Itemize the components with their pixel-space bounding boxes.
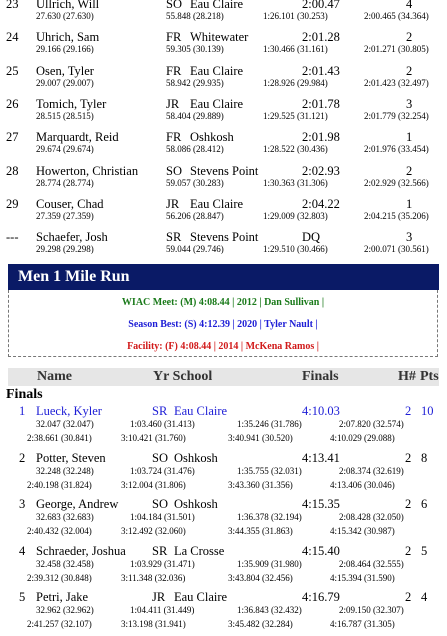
points: 1	[406, 196, 413, 211]
split-time: 58.086 (28.412)	[166, 144, 224, 155]
split-time: 2:40.198 (31.824)	[27, 479, 92, 490]
athlete-name: Howerton, Christian	[36, 163, 139, 178]
athlete-school: Eau Claire	[174, 590, 228, 604]
finals-time: 2:00.47	[302, 0, 340, 11]
split-time: 58.942 (29.935)	[166, 77, 224, 88]
heat-number: 2	[405, 497, 412, 511]
split-time: 1:26.101 (30.253)	[263, 11, 328, 21]
split-time: 2:08.428 (32.050)	[339, 512, 404, 522]
split-time: 27.630 (27.630)	[36, 11, 94, 21]
split-time: 1:29.525 (31.121)	[263, 110, 328, 121]
split-time: 1:36.378 (32.194)	[237, 512, 302, 522]
finals-time: 4:15.40	[302, 543, 340, 558]
column-header-row	[8, 368, 439, 386]
athlete-school: Stevens Point	[190, 230, 259, 245]
split-time: 3:45.482 (32.284)	[228, 619, 293, 629]
heat-number: 2	[405, 404, 412, 418]
split-time: 3:43.360 (31.356)	[228, 479, 293, 490]
athlete-name: Osen, Tyler	[36, 63, 94, 78]
split-time: 56.206 (28.847)	[166, 210, 224, 221]
points: 1	[406, 130, 413, 145]
place-number: 27	[6, 130, 19, 145]
split-time: 2:01.976 (33.454)	[364, 144, 429, 155]
wiac-record: WIAC Meet: (M) 4:08.44 | 2012 | Dan Sullivan |	[121, 297, 325, 308]
split-time: 1:35.755 (32.031)	[237, 465, 302, 476]
split-time: 4:10.029 (29.088)	[330, 433, 395, 443]
athlete-year: SO	[166, 163, 182, 178]
points: 6	[421, 497, 428, 511]
event-title: Men 1 Mile Run	[18, 268, 130, 285]
finals-time: 2:01.28	[302, 30, 340, 45]
finals-time: 4:10.03	[302, 404, 340, 418]
split-time: 55.848 (28.218)	[166, 11, 224, 21]
split-time: 4:15.394 (31.590)	[330, 572, 395, 583]
place-number: 29	[6, 196, 19, 211]
place-number: 23	[6, 0, 19, 11]
place-number: 5	[19, 590, 26, 604]
finals-time: 4:15.35	[302, 497, 340, 511]
split-time: 1:29.009 (32.803)	[263, 210, 328, 221]
athlete-year: JR	[166, 196, 180, 211]
points: 3	[406, 96, 413, 111]
points: 2	[406, 163, 413, 178]
heat-number: 2	[405, 450, 412, 465]
col-finals: Finals	[302, 369, 339, 384]
split-time: 1:30.466 (31.161)	[263, 44, 328, 55]
athlete-name: Ullrich, Will	[36, 0, 100, 11]
athlete-school: Eau Claire	[190, 196, 244, 211]
heat-number: 2	[405, 543, 412, 558]
split-time: 2:00.071 (30.561)	[364, 244, 429, 255]
athlete-name: Lueck, Kyler	[36, 404, 102, 418]
athlete-name: Schaefer, Josh	[36, 230, 108, 245]
split-time: 3:44.355 (31.863)	[228, 526, 293, 536]
split-time: 59.044 (29.746)	[166, 244, 224, 255]
athlete-school: Oshkosh	[190, 130, 234, 145]
split-time: 2:08.464 (32.555)	[339, 558, 404, 569]
points: 2	[406, 30, 413, 45]
split-time: 32.962 (32.962)	[36, 605, 94, 615]
finals-time: 2:01.43	[302, 63, 340, 78]
col-yr-school: Yr School	[153, 369, 213, 384]
athlete-name: Uhrich, Sam	[36, 30, 100, 45]
finals-time: 2:01.98	[302, 130, 340, 145]
split-time: 1:04.184 (31.501)	[130, 512, 195, 522]
points: 3	[406, 230, 413, 245]
athlete-school: Stevens Point	[190, 163, 259, 178]
split-time: 32.683 (32.683)	[36, 512, 94, 522]
heat-number: 2	[405, 590, 412, 604]
place-number: ---	[6, 230, 19, 245]
split-time: 1:04.411 (31.449)	[130, 605, 195, 615]
athlete-name: Tomich, Tyler	[36, 96, 107, 111]
athlete-name: Couser, Chad	[36, 196, 104, 211]
finals-time: 4:13.41	[302, 450, 340, 465]
col-name: Name	[37, 369, 72, 384]
athlete-name: George, Andrew	[36, 497, 119, 511]
split-time: 2:00.465 (34.364)	[364, 11, 429, 21]
place-number: 24	[6, 30, 19, 45]
split-time: 3:13.198 (31.941)	[121, 619, 186, 629]
split-time: 32.248 (32.248)	[36, 465, 94, 476]
points: 5	[421, 543, 428, 558]
place-number: 1	[19, 404, 26, 418]
split-time: 3:10.421 (31.760)	[121, 433, 186, 443]
split-time: 27.359 (27.359)	[36, 210, 94, 221]
split-time: 2:07.820 (32.574)	[339, 419, 404, 429]
athlete-school: Whitewater	[190, 30, 249, 45]
athlete-year: SO	[152, 450, 168, 465]
split-time: 3:40.941 (30.520)	[228, 433, 293, 443]
split-time: 2:01.779 (32.254)	[364, 110, 429, 121]
split-time: 3:43.804 (32.456)	[228, 572, 293, 583]
athlete-year: FR	[166, 63, 182, 78]
athlete-name: Potter, Steven	[36, 450, 106, 465]
athlete-school: Eau Claire	[190, 63, 244, 78]
split-time: 28.515 (28.515)	[36, 110, 94, 121]
split-time: 4:13.406 (30.046)	[330, 479, 395, 490]
split-time: 58.404 (29.889)	[166, 110, 224, 121]
split-time: 1:35.246 (31.786)	[237, 419, 302, 429]
split-time: 28.774 (28.774)	[36, 177, 94, 188]
athlete-name: Petri, Jake	[36, 590, 89, 604]
season-best-record: Season Best: (S) 4:12.39 | 2020 | Tyler Nault |	[128, 319, 318, 330]
split-time: 1:03.460 (31.413)	[130, 419, 195, 429]
split-time: 2:04.215 (35.206)	[364, 210, 429, 221]
split-time: 1:03.724 (31.476)	[130, 465, 195, 476]
points: 10	[421, 404, 434, 418]
athlete-school: Eau Claire	[190, 96, 244, 111]
split-time: 2:01.423 (32.497)	[364, 77, 429, 88]
athlete-year: FR	[166, 30, 182, 45]
athlete-year: SR	[152, 543, 168, 558]
athlete-year: SR	[152, 404, 168, 418]
section-finals-label: Finals	[6, 387, 43, 402]
split-time: 1:36.843 (32.432)	[237, 605, 302, 615]
split-time: 32.458 (32.458)	[36, 558, 94, 569]
athlete-year: FR	[166, 130, 182, 145]
place-number: 26	[6, 96, 19, 111]
split-time: 1:30.363 (31.306)	[263, 177, 328, 188]
split-time: 1:35.909 (31.980)	[237, 558, 302, 569]
split-time: 2:38.661 (30.841)	[27, 433, 92, 443]
athlete-year: SR	[166, 230, 182, 245]
place-number: 3	[19, 497, 26, 511]
split-time: 29.674 (29.674)	[36, 144, 94, 155]
points: 8	[421, 450, 428, 465]
athlete-school: Eau Claire	[190, 0, 244, 11]
split-time: 2:09.150 (32.307)	[339, 605, 404, 615]
split-time: 32.047 (32.047)	[36, 419, 94, 429]
athlete-name: Schraeder, Joshua	[36, 543, 126, 558]
col-pts: Pts	[420, 369, 439, 384]
athlete-year: SO	[152, 497, 168, 511]
split-time: 3:11.348 (32.036)	[121, 572, 186, 583]
split-time: 29.007 (29.007)	[36, 77, 94, 88]
split-time: 4:16.787 (31.305)	[330, 619, 395, 629]
facility-record: Facility: (F) 4:08.44 | 2014 | McKena Ramos |	[127, 341, 319, 352]
athlete-year: JR	[166, 96, 180, 111]
athlete-school: Oshkosh	[174, 497, 218, 511]
split-time: 1:28.522 (30.436)	[263, 144, 328, 155]
split-time: 3:12.492 (32.060)	[121, 526, 186, 536]
col-heat: H#	[398, 369, 416, 384]
finals-time: DQ	[302, 230, 321, 245]
split-time: 4:15.342 (30.987)	[330, 526, 395, 536]
points: 4	[421, 590, 428, 604]
athlete-name: Marquardt, Reid	[36, 130, 119, 145]
athlete-year: SO	[166, 0, 182, 11]
split-time: 2:01.271 (30.805)	[364, 44, 429, 55]
split-time: 2:02.929 (32.566)	[364, 177, 429, 188]
split-time: 2:40.432 (32.004)	[27, 526, 92, 536]
split-time: 29.166 (29.166)	[36, 44, 94, 55]
split-time: 59.305 (30.139)	[166, 44, 224, 55]
finals-time: 2:01.78	[302, 96, 340, 111]
points: 2	[406, 63, 413, 78]
split-time: 3:12.004 (31.806)	[121, 479, 186, 490]
place-number: 4	[19, 543, 26, 558]
athlete-school: Eau Claire	[174, 404, 228, 418]
split-time: 2:39.312 (30.848)	[27, 572, 92, 583]
split-time: 1:28.926 (29.984)	[263, 77, 328, 88]
split-time: 2:41.257 (32.107)	[27, 619, 92, 629]
athlete-school: Oshkosh	[174, 450, 218, 465]
place-number: 28	[6, 163, 19, 178]
split-time: 2:08.374 (32.619)	[339, 465, 404, 476]
finals-time: 2:04.22	[302, 196, 340, 211]
finals-time: 2:02.93	[302, 163, 340, 178]
split-time: 1:03.929 (31.471)	[130, 558, 195, 569]
athlete-year: JR	[152, 590, 166, 604]
points: 4	[406, 0, 413, 11]
split-time: 59.057 (30.283)	[166, 177, 224, 188]
place-number: 25	[6, 63, 19, 78]
split-time: 29.298 (29.298)	[36, 244, 94, 255]
athlete-school: La Crosse	[174, 543, 225, 558]
split-time: 1:29.510 (30.466)	[263, 244, 328, 255]
place-number: 2	[19, 450, 26, 465]
finals-time: 4:16.79	[302, 590, 340, 604]
